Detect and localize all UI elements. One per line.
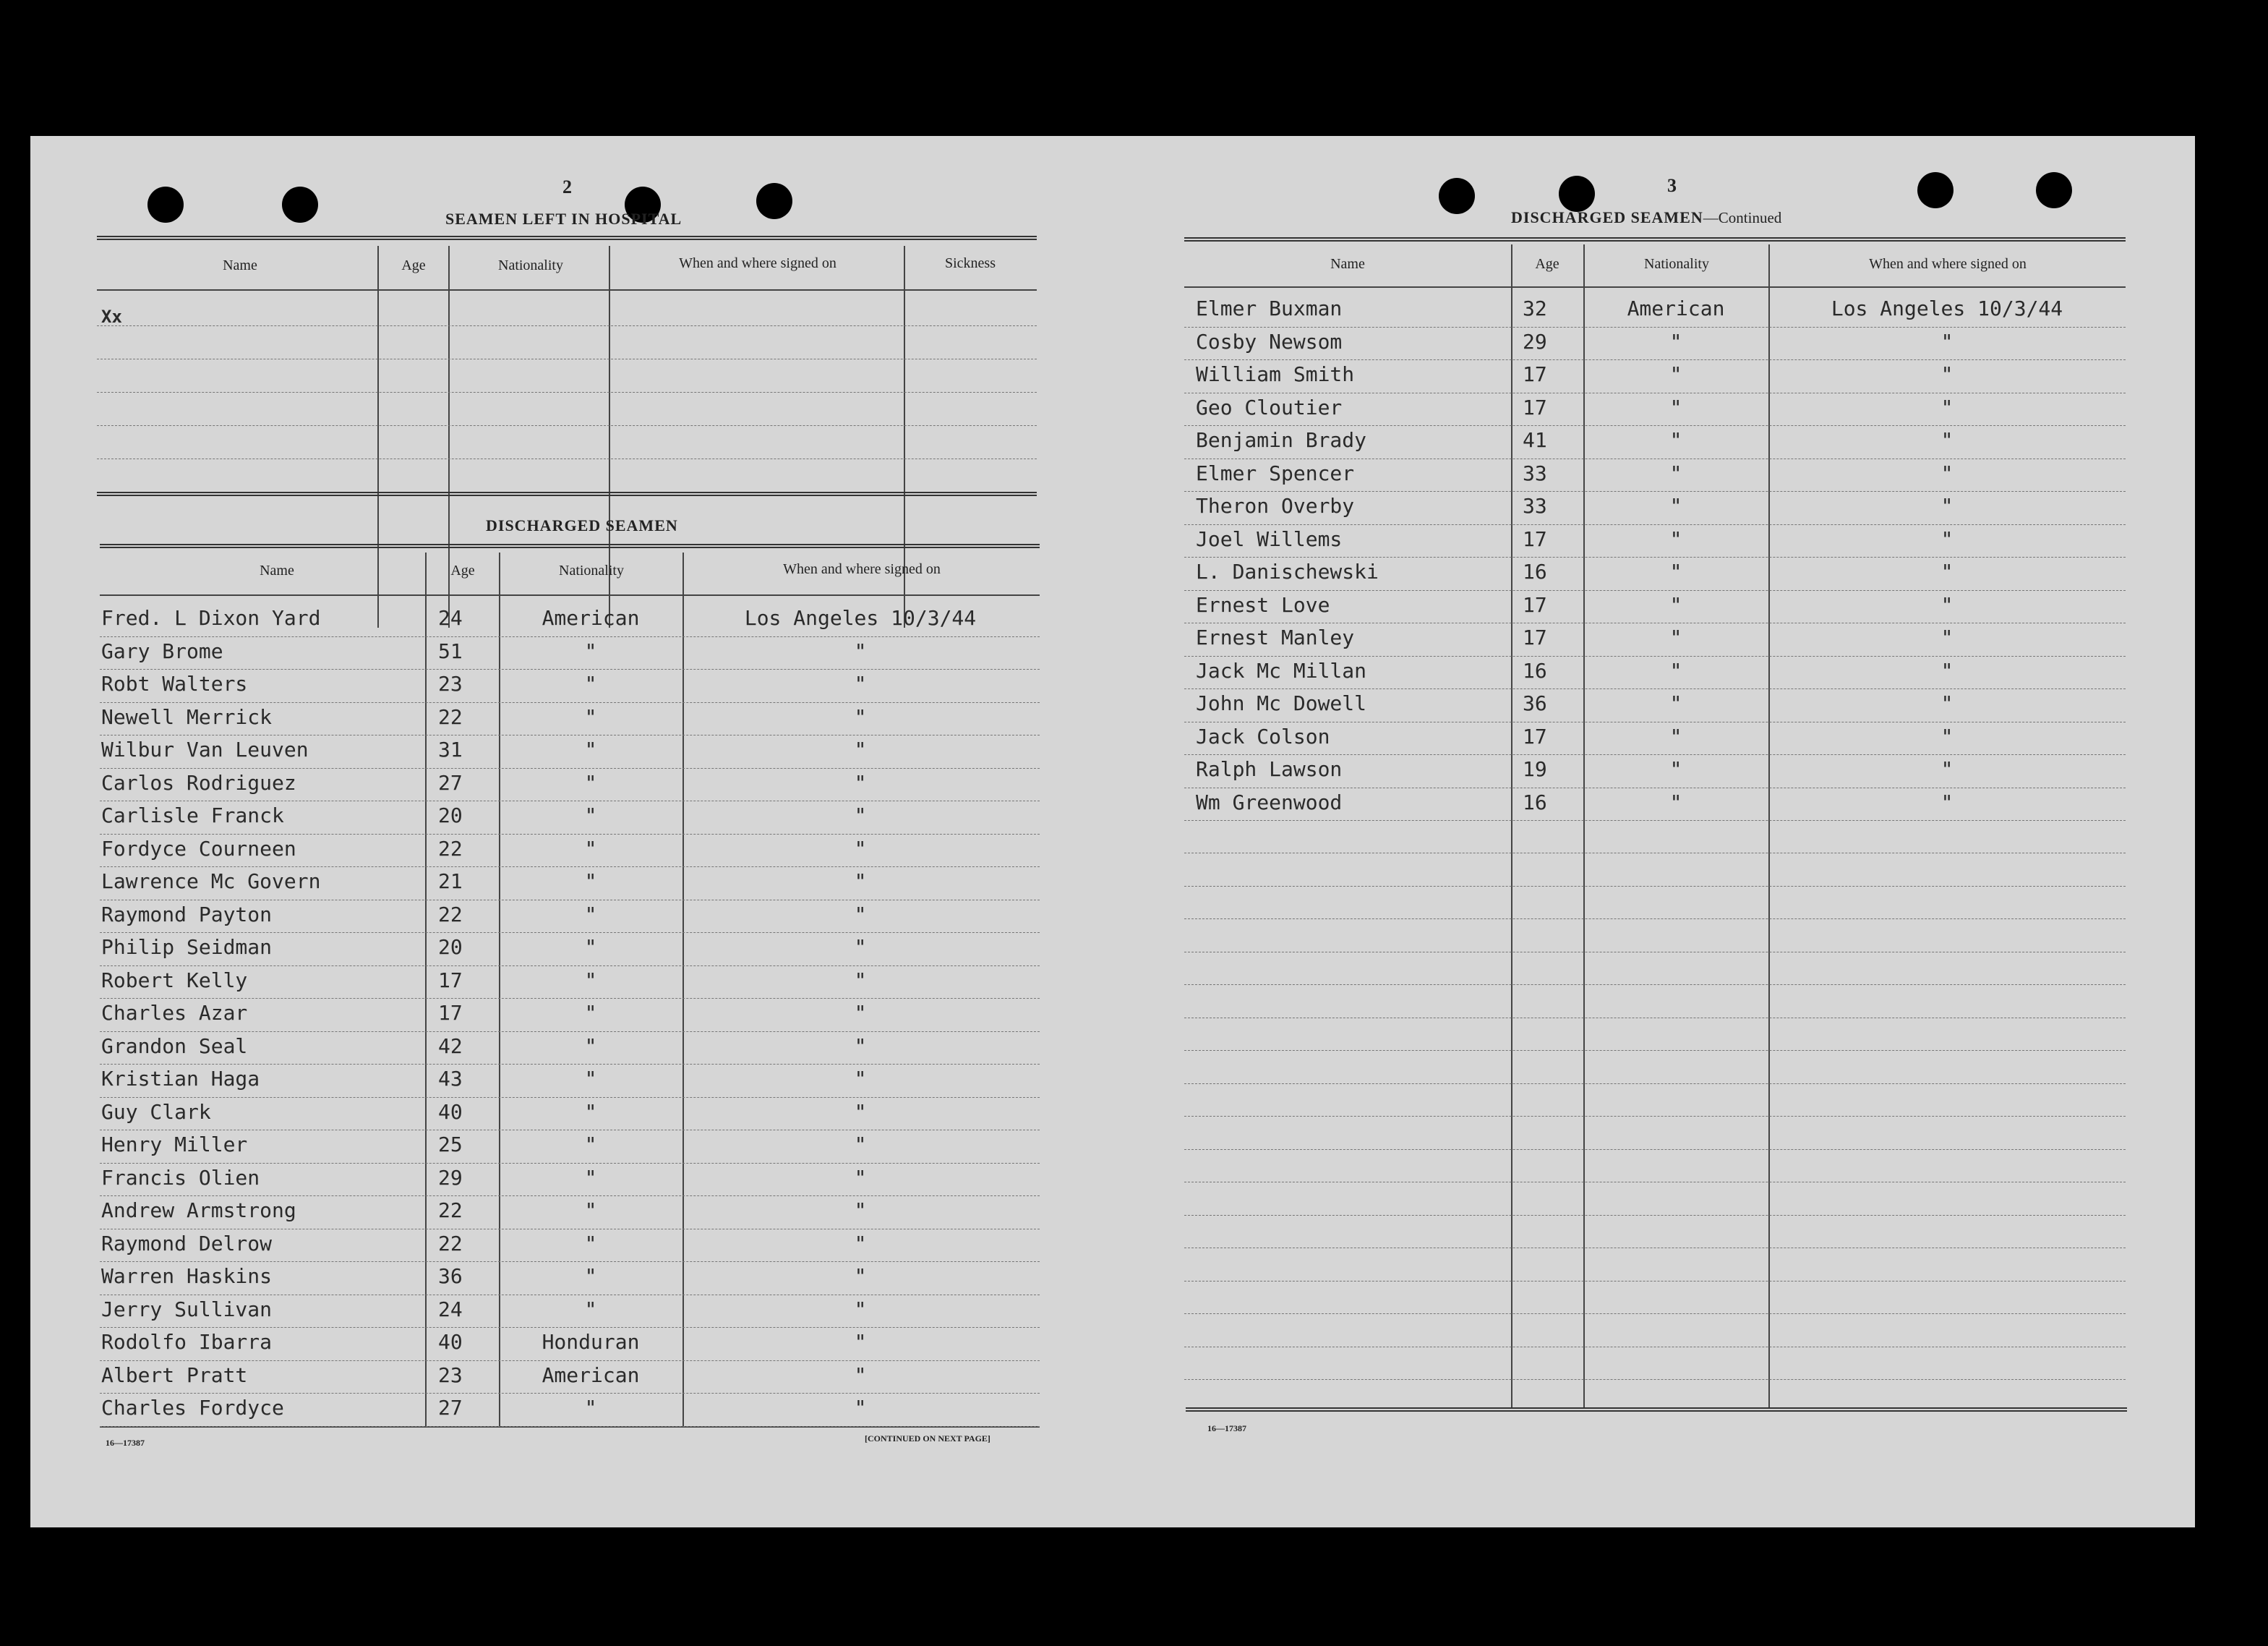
row-signed-cell: " [1940, 329, 1954, 354]
row-name-cell: Lawrence Mc Govern [101, 869, 321, 893]
row-age-cell: 36 [1523, 691, 1547, 715]
row-signed-cell: " [854, 1231, 867, 1255]
row-signed-cell: " [854, 704, 867, 729]
document-sheet [30, 136, 2195, 1527]
row-signed-cell: " [854, 672, 867, 696]
row-age-cell: 17 [1523, 526, 1547, 551]
row-name-cell: Carlos Rodriguez [101, 770, 296, 795]
row-nationality-cell: " [584, 869, 597, 893]
row-nationality-cell: " [1669, 724, 1682, 749]
row-signed-cell: " [854, 1067, 867, 1091]
row-age-cell: 22 [438, 1231, 463, 1255]
row-age-cell: 33 [1523, 461, 1547, 485]
row-signed-cell: " [854, 1264, 867, 1288]
row-age-cell: 22 [438, 704, 463, 729]
continued-note: [CONTINUED ON NEXT PAGE] [865, 1433, 990, 1444]
hospital-section-title: SEAMEN LEFT IN HOSPITAL [445, 210, 682, 228]
row-name-cell: Wm Greenwood [1196, 790, 1343, 814]
row-signed-cell: " [854, 1033, 867, 1058]
row-age-cell: 33 [1523, 494, 1547, 518]
row-age-cell: 41 [1523, 428, 1547, 452]
row-nationality-cell: " [1669, 790, 1682, 814]
row-age-cell: 32 [1523, 297, 1547, 320]
row-nationality-cell: " [1669, 691, 1682, 715]
row-age-cell: 51 [438, 639, 463, 663]
row-age-cell: 22 [438, 836, 463, 861]
row-nationality-cell: " [584, 1198, 597, 1222]
row-age-cell: 23 [438, 672, 463, 696]
row-name-cell: Wilbur Van Leuven [101, 738, 309, 762]
row-name-cell: Charles Azar [101, 1001, 248, 1025]
row-nationality-cell: Honduran [542, 1330, 640, 1354]
row-name-cell: Robt Walters [101, 672, 248, 696]
row-signed-cell: " [1940, 724, 1954, 749]
row-age-cell: 20 [438, 803, 463, 827]
row-age-cell: 22 [438, 1198, 463, 1222]
hospital-header-name: Name [223, 257, 257, 273]
row-nationality-cell: " [584, 1001, 597, 1025]
row-signed-cell: " [1940, 395, 1954, 419]
row-nationality-cell: American [542, 606, 640, 630]
row-nationality-cell: " [584, 1231, 597, 1255]
row-age-cell: 24 [438, 1297, 463, 1321]
row-age-cell: 40 [438, 1099, 463, 1124]
row-nationality-cell: " [584, 803, 597, 827]
title-suffix: —Continued [1703, 209, 1782, 226]
row-age-cell: 27 [438, 770, 463, 795]
header-nationality: Nationality [1644, 256, 1709, 272]
row-age-cell: 16 [1523, 658, 1547, 683]
row-nationality-cell: " [1669, 329, 1682, 354]
hospital-name-cell: Xx [101, 307, 122, 327]
row-nationality-cell: " [1669, 428, 1682, 452]
row-nationality-cell: American [542, 1363, 640, 1387]
row-nationality-cell: " [584, 902, 597, 926]
row-nationality-cell: " [1669, 626, 1682, 649]
header-nationality: Nationality [559, 563, 624, 579]
row-name-cell: Albert Pratt [101, 1363, 248, 1387]
row-nationality-cell: " [584, 935, 597, 959]
punch-hole [756, 183, 792, 219]
row-signed-cell: " [854, 1363, 867, 1387]
row-nationality-cell: " [584, 836, 597, 861]
row-nationality-cell: " [1669, 757, 1682, 781]
row-name-cell: Carlisle Franck [101, 803, 284, 827]
row-signed-cell: " [854, 738, 867, 762]
row-name-cell: Ernest Love [1196, 592, 1330, 617]
row-nationality-cell: " [1669, 658, 1682, 683]
row-name-cell: Kristian Haga [101, 1067, 260, 1091]
row-signed-cell: " [1940, 626, 1954, 649]
row-name-cell: Fordyce Courneen [101, 836, 296, 861]
page-number: 3 [1667, 175, 1677, 196]
row-signed-cell: " [1940, 461, 1954, 485]
row-nationality-cell: " [1669, 560, 1682, 584]
row-age-cell: 19 [1523, 757, 1547, 781]
row-name-cell: Jack Mc Millan [1196, 658, 1367, 683]
row-signed-cell: " [854, 1297, 867, 1321]
row-signed-cell: " [854, 1330, 867, 1354]
row-age-cell: 16 [1523, 790, 1547, 814]
hospital-header-age: Age [401, 257, 426, 273]
row-nationality-cell: " [1669, 461, 1682, 485]
title-main: DISCHARGED SEAMEN [1511, 208, 1703, 226]
row-name-cell: Francis Olien [101, 1165, 260, 1190]
hospital-header-signed-on: When and where signed on [679, 255, 836, 271]
row-nationality-cell: " [1669, 395, 1682, 419]
header-name: Name [1330, 256, 1365, 272]
row-signed-cell: Los Angeles 10/3/44 [1831, 297, 2063, 320]
row-nationality-cell: " [584, 1133, 597, 1156]
row-signed-cell: " [1940, 691, 1954, 715]
row-name-cell: Ernest Manley [1196, 626, 1355, 649]
row-name-cell: Robert Kelly [101, 968, 248, 992]
row-signed-cell: " [854, 1001, 867, 1025]
row-signed-cell: " [854, 639, 867, 663]
header-signed-on: When and where signed on [783, 561, 941, 577]
row-nationality-cell: " [584, 968, 597, 992]
row-name-cell: Jerry Sullivan [101, 1297, 273, 1321]
header-age: Age [450, 563, 475, 579]
row-signed-cell: " [854, 1396, 867, 1420]
form-number: 16—17387 [106, 1438, 145, 1448]
row-name-cell: William Smith [1196, 362, 1355, 386]
punch-hole [1439, 178, 1475, 214]
row-name-cell: Raymond Payton [101, 902, 273, 926]
row-signed-cell: " [1940, 757, 1954, 781]
row-name-cell: Warren Haskins [101, 1264, 273, 1288]
row-signed-cell: " [854, 1165, 867, 1190]
row-signed-cell: " [854, 770, 867, 795]
row-signed-cell: " [854, 968, 867, 992]
row-signed-cell: " [1940, 494, 1954, 518]
row-nationality-cell: " [584, 1033, 597, 1058]
row-age-cell: 16 [1523, 560, 1547, 584]
row-nationality-cell: " [584, 1396, 597, 1420]
row-age-cell: 25 [438, 1133, 463, 1156]
row-age-cell: 31 [438, 738, 463, 762]
row-name-cell: John Mc Dowell [1196, 691, 1367, 715]
row-name-cell: Joel Willems [1196, 526, 1343, 551]
row-signed-cell: " [854, 836, 867, 861]
row-name-cell: Rodolfo Ibarra [101, 1330, 273, 1354]
row-age-cell: 21 [438, 869, 463, 893]
row-name-cell: Gary Brome [101, 639, 223, 663]
row-nationality-cell: " [1669, 494, 1682, 518]
row-name-cell: Elmer Buxman [1196, 297, 1343, 320]
row-signed-cell: " [854, 902, 867, 926]
row-name-cell: Henry Miller [101, 1133, 248, 1156]
row-age-cell: 36 [438, 1264, 463, 1288]
row-age-cell: 43 [438, 1067, 463, 1091]
row-nationality-cell: " [584, 672, 597, 696]
discharged-continued-title [1511, 208, 1781, 227]
row-signed-cell: " [1940, 526, 1954, 551]
row-age-cell: 17 [1523, 362, 1547, 386]
row-name-cell: Raymond Delrow [101, 1231, 273, 1255]
row-signed-cell: " [1940, 658, 1954, 683]
row-name-cell: L. Danischewski [1196, 560, 1379, 584]
punch-hole [1559, 176, 1595, 212]
row-age-cell: 29 [438, 1165, 463, 1190]
row-nationality-cell: " [584, 1099, 597, 1124]
row-signed-cell: " [1940, 362, 1954, 386]
row-signed-cell: " [854, 869, 867, 893]
row-name-cell: Charles Fordyce [101, 1396, 284, 1420]
row-signed-cell: " [854, 1198, 867, 1222]
row-age-cell: 17 [1523, 592, 1547, 617]
row-age-cell: 17 [1523, 626, 1547, 649]
row-nationality-cell: " [584, 704, 597, 729]
row-nationality-cell: American [1627, 297, 1725, 320]
row-nationality-cell: " [584, 738, 597, 762]
page-number: 2 [562, 176, 572, 197]
row-age-cell: 27 [438, 1396, 463, 1420]
row-age-cell: 40 [438, 1330, 463, 1354]
row-signed-cell: " [854, 935, 867, 959]
hospital-header-sickness: Sickness [945, 255, 996, 271]
punch-hole [2036, 172, 2072, 208]
row-signed-cell: Los Angeles 10/3/44 [744, 606, 977, 630]
row-nationality-cell: " [1669, 362, 1682, 386]
row-nationality-cell: " [584, 1165, 597, 1190]
row-signed-cell: " [854, 1099, 867, 1124]
row-nationality-cell: " [1669, 592, 1682, 617]
row-age-cell: 17 [438, 968, 463, 992]
row-name-cell: Guy Clark [101, 1099, 211, 1124]
row-nationality-cell: " [584, 1297, 597, 1321]
row-nationality-cell: " [584, 770, 597, 795]
row-nationality-cell: " [1669, 526, 1682, 551]
row-name-cell: Grandon Seal [101, 1033, 248, 1058]
row-age-cell: 17 [1523, 395, 1547, 419]
row-age-cell: 17 [1523, 724, 1547, 749]
row-nationality-cell: " [584, 1067, 597, 1091]
row-age-cell: 24 [438, 606, 463, 630]
row-age-cell: 42 [438, 1033, 463, 1058]
header-name: Name [260, 563, 294, 579]
row-nationality-cell: " [584, 1264, 597, 1288]
row-name-cell: Philip Seidman [101, 935, 273, 959]
punch-hole [147, 187, 184, 223]
row-name-cell: Ralph Lawson [1196, 757, 1343, 781]
row-nationality-cell: " [584, 639, 597, 663]
punch-hole [1917, 172, 1954, 208]
row-name-cell: Fred. L Dixon Yard [101, 606, 321, 630]
row-age-cell: 29 [1523, 329, 1547, 354]
row-signed-cell: " [854, 1133, 867, 1156]
row-age-cell: 20 [438, 935, 463, 959]
row-signed-cell: " [1940, 592, 1954, 617]
row-signed-cell: " [1940, 790, 1954, 814]
row-signed-cell: " [1940, 560, 1954, 584]
header-age: Age [1535, 256, 1559, 272]
row-signed-cell: " [854, 803, 867, 827]
row-name-cell: Newell Merrick [101, 704, 273, 729]
row-age-cell: 17 [438, 1001, 463, 1025]
row-name-cell: Theron Overby [1196, 494, 1355, 518]
row-name-cell: Jack Colson [1196, 724, 1330, 749]
row-name-cell: Andrew Armstrong [101, 1198, 296, 1222]
row-name-cell: Elmer Spencer [1196, 461, 1355, 485]
discharged-section-title: DISCHARGED SEAMEN [486, 516, 678, 534]
header-signed-on: When and where signed on [1869, 256, 2027, 272]
punch-hole [282, 187, 318, 223]
hospital-header-nationality: Nationality [498, 257, 563, 273]
row-age-cell: 22 [438, 902, 463, 926]
row-signed-cell: " [1940, 428, 1954, 452]
row-name-cell: Geo Cloutier [1196, 395, 1343, 419]
row-age-cell: 23 [438, 1363, 463, 1387]
form-number: 16—17387 [1207, 1423, 1246, 1433]
row-name-cell: Cosby Newsom [1196, 329, 1343, 354]
row-name-cell: Benjamin Brady [1196, 428, 1367, 452]
